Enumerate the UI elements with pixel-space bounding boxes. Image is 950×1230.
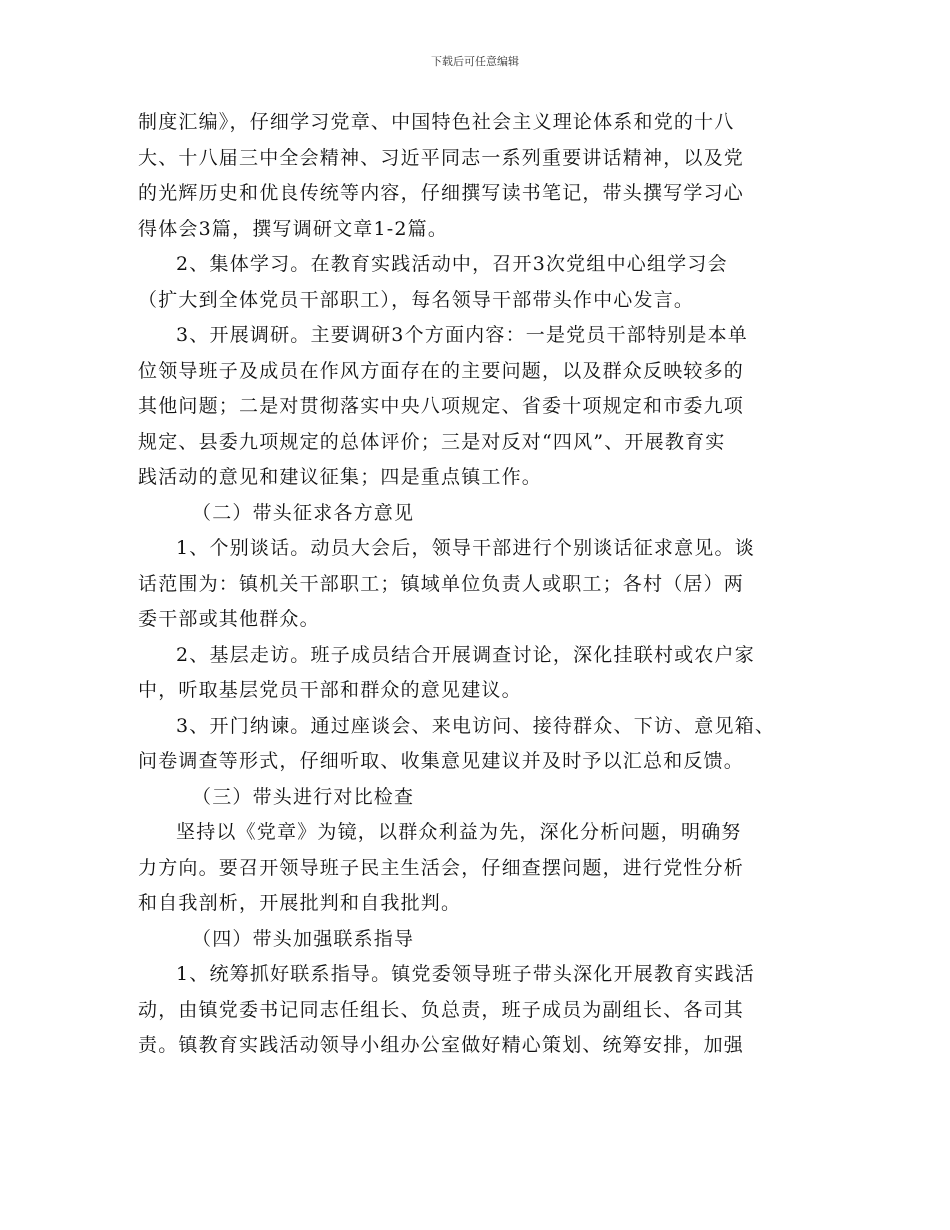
paragraph-start: 2、基层走访。班子成员结合开展调查讨论，深化挂联村或农户家 xyxy=(176,643,755,666)
paragraph-start: 3、开展调研。主要调研3个方面内容：一是党员干部特别是本单 xyxy=(176,324,748,346)
paragraph-start: 3、开门纳谏。通过座谈会、来电访问、接待群众、下访、意见箱、 xyxy=(176,714,776,737)
section-heading: （三）带头进行对比检查 xyxy=(192,785,415,808)
text-line: 委干部或其他群众。 xyxy=(138,608,320,630)
section-heading: （四）带头加强联系指导 xyxy=(192,927,415,950)
page-header: 下载后可任意编辑 xyxy=(431,55,519,68)
text-line: 得体会3篇，撰写调研文章1-2篇。 xyxy=(138,217,449,240)
text-line: 大、十八届三中全会精神、习近平同志一系列重要讲话精神，以及党 xyxy=(138,146,745,169)
text-line: 其他问题；二是对贯彻落实中央八项规定、省委十项规定和市委九项 xyxy=(138,395,745,417)
text-line: 力方向。要召开领导班子民主生活会，仔细查摆问题，进行党性分析 xyxy=(138,856,745,879)
text-line: 中，听取基层党员干部和群众的意见建议。 xyxy=(138,679,522,701)
text-line: 的光辉历史和优良传统等内容，仔细撰写读书笔记，带头撰写学习心 xyxy=(138,182,745,204)
paragraph-start: 1、统筹抓好联系指导。镇党委领导班子带头深化开展教育实践活 xyxy=(176,963,755,985)
text-line: 话范围为：镇机关干部职工；镇域单位负责人或职工；各村（居）两 xyxy=(138,572,745,595)
text-line: 制度汇编》，仔细学习党章、中国特色社会主义理论体系和党的十八 xyxy=(138,111,735,133)
paragraph-start: 坚持以《党章》为镜，以群众利益为先，深化分析问题，明确努 xyxy=(176,821,742,843)
text-line: 位领导班子及成员在作风方面存在的主要问题，以及群众反映较多的 xyxy=(138,359,745,382)
paragraph-start: 2、集体学习。在教育实践活动中，召开3次党组中心组学习会 xyxy=(176,253,728,275)
section-heading: （二）带头征求各方意见 xyxy=(192,501,415,524)
text-line: （扩大到全体党员干部职工），每名领导干部带头作中心发言。 xyxy=(138,288,695,311)
text-line: 问卷调查等形式，仔细听取、收集意见建议并及时予以汇总和反馈。 xyxy=(138,750,745,772)
document-body xyxy=(138,105,818,1064)
text-line: 规定、县委九项规定的总体评价；三是对反对“四风”、开展教育实 xyxy=(138,430,726,453)
text-line: 责。镇教育实践活动领导小组办公室做好精心策划、统筹安排，加强 xyxy=(138,1034,745,1056)
text-line: 和自我剖析，开展批判和自我批判。 xyxy=(138,892,462,914)
paragraph-start: 1、个别谈话。动员大会后，领导干部进行个别谈话征求意见。谈 xyxy=(176,537,755,559)
text-line: 践活动的意见和建议征集；四是重点镇工作。 xyxy=(138,466,543,488)
text-line: 动，由镇党委书记同志任组长、负总责，班子成员为副组长、各司其 xyxy=(138,998,745,1021)
